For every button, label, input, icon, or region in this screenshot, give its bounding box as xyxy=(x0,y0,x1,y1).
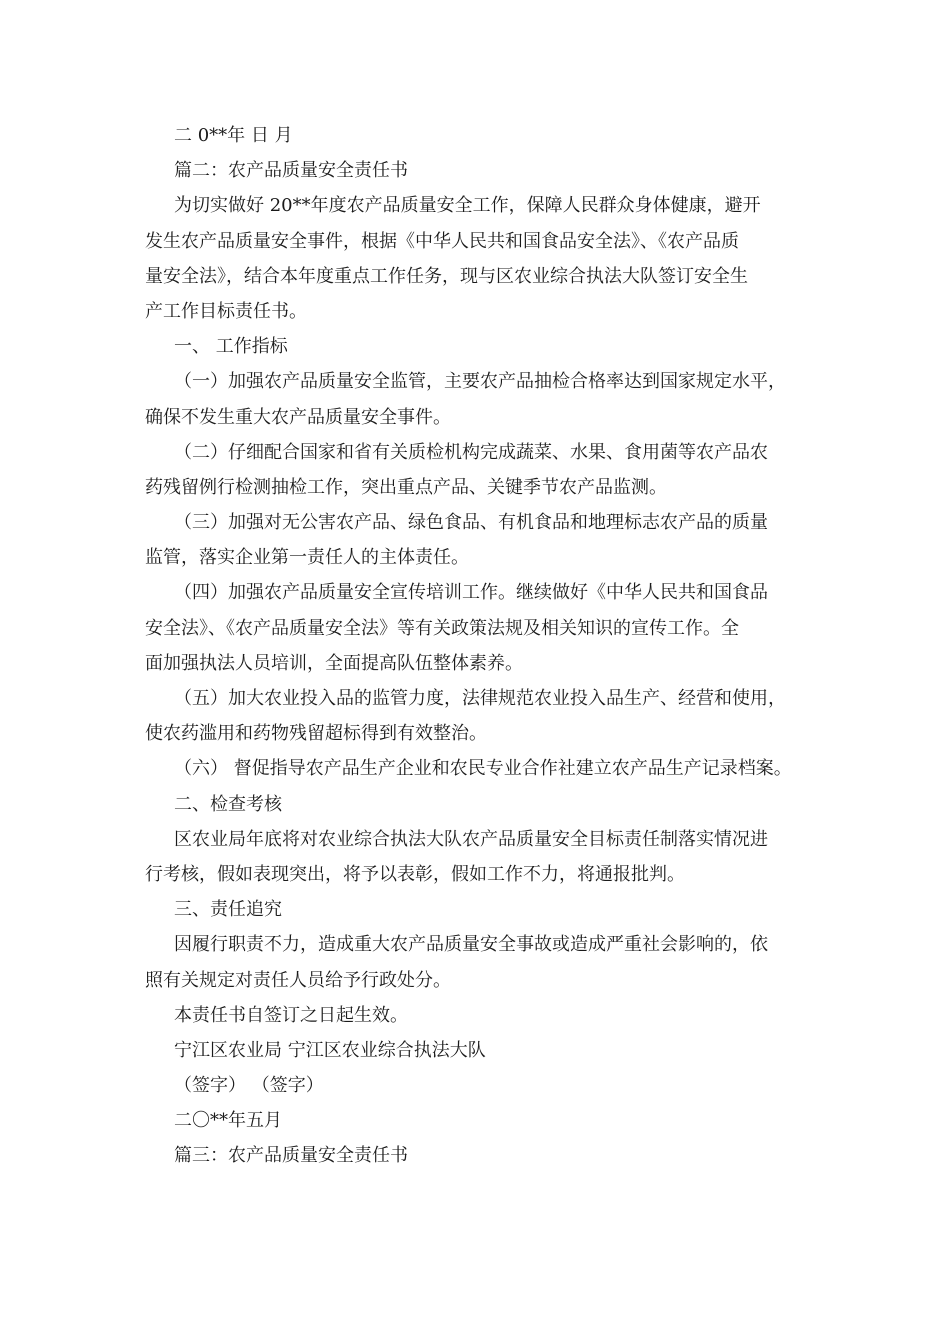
item1-line: 确保不发生重大农产品质量安全事件。 xyxy=(145,406,451,428)
effective-statement: 本责任书自签订之日起生效。 xyxy=(174,1004,408,1026)
item1-line: （一）加强农产品质量安全监管，主要农产品抽检合格率达到国家规定水平， xyxy=(174,371,786,393)
heading-work-targets: 一、 工作指标 xyxy=(174,336,288,358)
intro-line: 产工作目标责任书。 xyxy=(145,300,307,322)
section3-title: 篇三：农产品质量安全责任书 xyxy=(174,1145,408,1167)
check-line: 行考核，假如表现突出，将予以表彰，假如工作不力，将通报批判。 xyxy=(145,863,685,885)
date-header: 二 0**年 日 月 xyxy=(174,125,293,146)
intro-line: 量安全法》，结合本年度重点工作任务，现与区农业综合执法大队签订安全生 xyxy=(145,265,748,287)
heading-liability: 三、责任追究 xyxy=(174,899,282,921)
item3-line: 监管，落实企业第一责任人的主体责任。 xyxy=(145,547,469,569)
item2-line: 药残留例行检测抽检工作，突出重点产品、关键季节农产品监测。 xyxy=(145,476,667,498)
check-line: 区农业局年底将对农业综合执法大队农产品质量安全目标责任制落实情况进 xyxy=(174,828,768,850)
section2-title: 篇二：农产品质量安全责任书 xyxy=(174,160,408,182)
item4-line: （四）加强农产品质量安全宣传培训工作。继续做好《中华人民共和国食品 xyxy=(174,582,768,604)
item4-line: 面加强执法人员培训，全面提高队伍整体素养。 xyxy=(145,652,523,674)
item3-line: （三）加强对无公害农产品、绿色食品、有机食品和地理标志农产品的质量 xyxy=(174,512,768,534)
intro-line: 为切实做好 20**年度农产品质量安全工作，保障人民群众身体健康，避开 xyxy=(174,195,761,217)
document-page xyxy=(145,118,815,1174)
parties: 宁江区农业局 宁江区农业综合执法大队 xyxy=(174,1039,486,1061)
item6-line: （六） 督促指导农产品生产企业和农民专业合作社建立农产品生产记录档案。 xyxy=(174,758,792,780)
item2-line: （二）仔细配合国家和省有关质检机构完成蔬菜、水果、食用菌等农产品农 xyxy=(174,441,768,463)
liability-line: 因履行职责不力，造成重大农产品质量安全事故或造成严重社会影响的，依 xyxy=(174,934,768,956)
liability-line: 照有关规定对责任人员给予行政处分。 xyxy=(145,969,451,991)
signatures: （签字） （签字） xyxy=(174,1075,324,1097)
item4-line: 安全法》、《农产品质量安全法》等有关政策法规及相关知识的宣传工作。全 xyxy=(145,617,739,639)
sign-date: 二〇**年五月 xyxy=(174,1110,282,1132)
intro-line: 发生农产品质量安全事件，根据《中华人民共和国食品安全法》、《农产品质 xyxy=(145,230,739,252)
item5-line: 使农药滥用和药物残留超标得到有效整治。 xyxy=(145,723,487,745)
heading-check: 二、检查考核 xyxy=(174,793,282,815)
item5-line: （五）加大农业投入品的监管力度，法律规范农业投入品生产、经营和使用， xyxy=(174,688,786,709)
